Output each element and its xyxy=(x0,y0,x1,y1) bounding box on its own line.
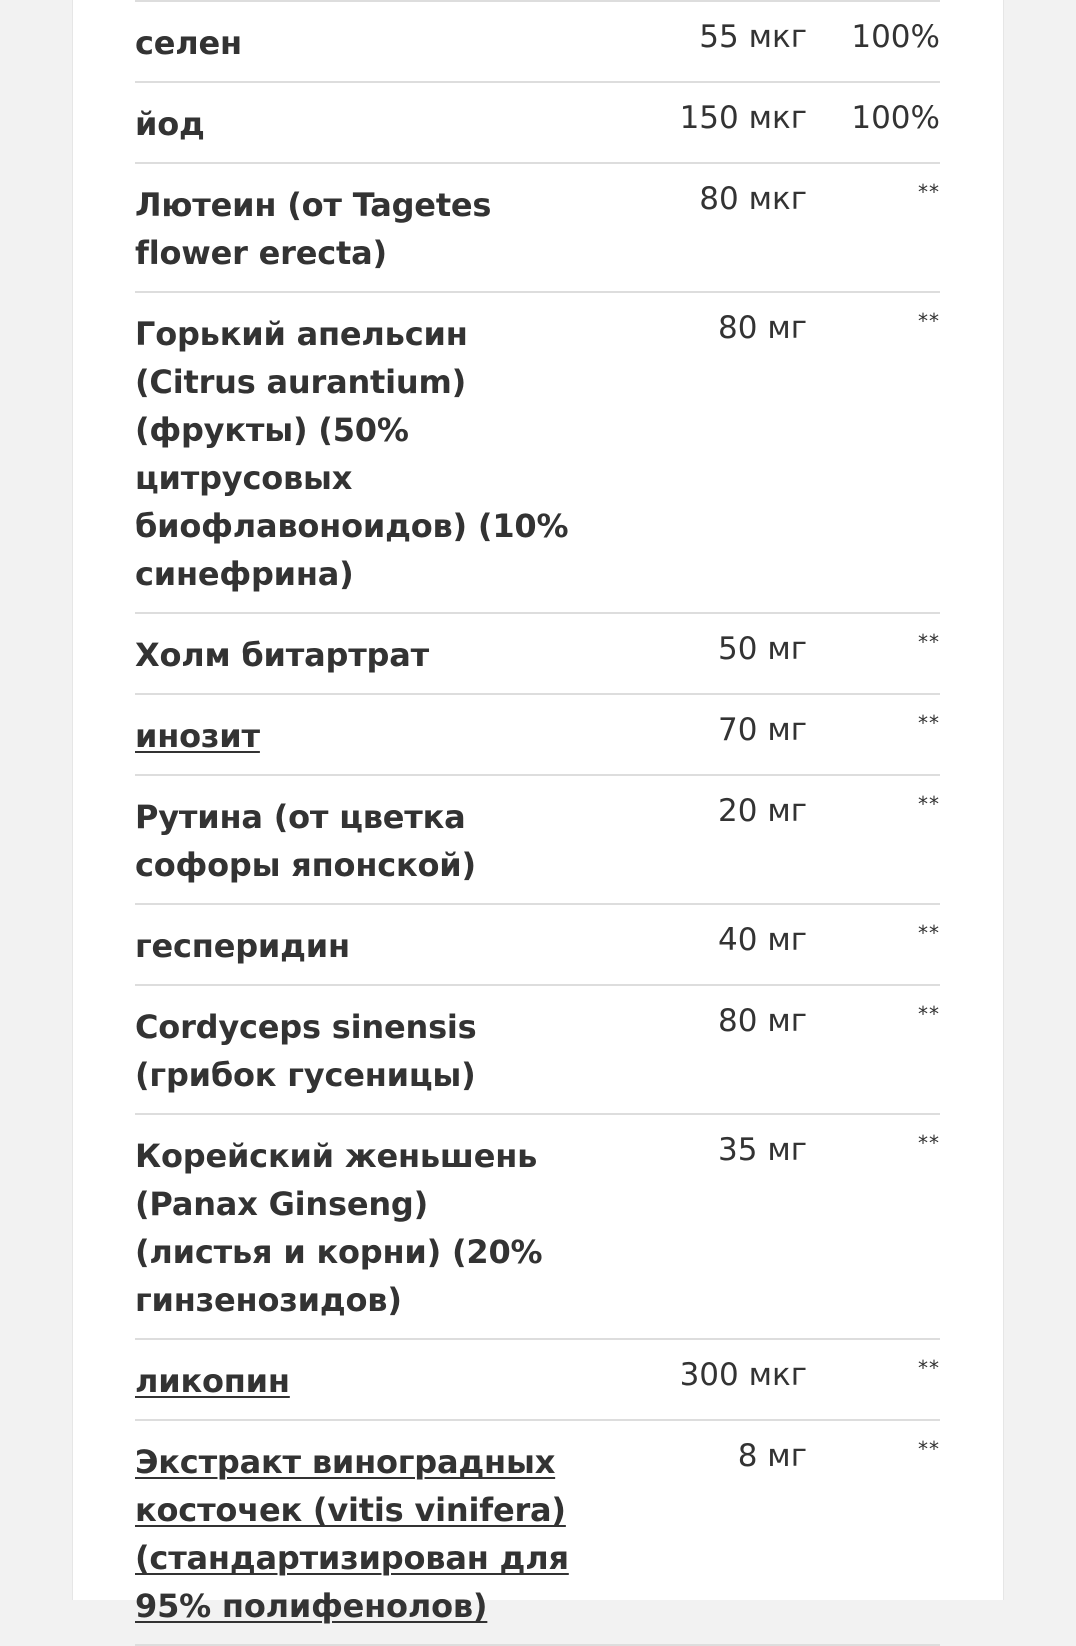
nutrient-rows xyxy=(135,2,940,1646)
nutrient-amount: 80 мг xyxy=(718,1003,807,1039)
daily-value: ** xyxy=(918,309,940,333)
nutrient-row xyxy=(135,83,940,164)
nutrient-name: Лютеин (от Tagetes flower erecta) xyxy=(135,186,492,272)
nutrient-amount: 40 мг xyxy=(718,922,807,958)
nutrient-row xyxy=(135,905,940,986)
daily-value: ** xyxy=(918,792,940,816)
nutrient-name-link[interactable]: инозит xyxy=(135,717,260,755)
nutrient-amount: 20 мг xyxy=(718,793,807,829)
nutrient-name: гесперидин xyxy=(135,927,350,965)
nutrient-name: Корейский женьшень (Panax Ginseng) (листья и корни) (20% гинзенозидов) xyxy=(135,1137,543,1319)
nutrient-row xyxy=(135,164,940,293)
nutrient-row xyxy=(135,293,940,614)
nutrient-name: йод xyxy=(135,105,205,143)
nutrient-name-link[interactable]: ликопин xyxy=(135,1362,290,1400)
nutrient-name: Горький апельсин (Citrus aurantium) (фрукты) (50% цитрусовых биофлавоноидов) (10% синефрина) xyxy=(135,315,569,593)
nutrient-amount: 150 мкг xyxy=(679,100,807,136)
nutrient-name: Рутина (от цветка софоры японской) xyxy=(135,798,476,884)
nutrient-amount: 300 мкг xyxy=(679,1357,807,1393)
daily-value: 100% xyxy=(851,19,940,55)
daily-value: ** xyxy=(918,630,940,654)
nutrient-row xyxy=(135,776,940,905)
daily-value: 100% xyxy=(851,100,940,136)
nutrient-row xyxy=(135,2,940,83)
nutrient-amount: 50 мг xyxy=(718,631,807,667)
nutrient-row xyxy=(135,1115,940,1340)
nutrient-name: селен xyxy=(135,24,242,62)
nutrient-amount: 8 мг xyxy=(737,1438,807,1474)
daily-value: ** xyxy=(918,1356,940,1380)
nutrient-amount: 35 мг xyxy=(718,1132,807,1168)
nutrient-amount: 80 мг xyxy=(718,310,807,346)
nutrient-amount: 70 мг xyxy=(718,712,807,748)
daily-value: ** xyxy=(918,180,940,204)
nutrient-name-link[interactable]: Экстракт виноградных косточек (vitis vinifera) (стандартизирован для 95% полифенолов) xyxy=(135,1443,569,1625)
nutrient-table xyxy=(135,0,940,1646)
nutrient-amount: 55 мкг xyxy=(699,19,807,55)
nutrient-row xyxy=(135,614,940,695)
nutrient-row xyxy=(135,1340,940,1421)
nutrient-row xyxy=(135,986,940,1115)
nutrient-amount: 80 мкг xyxy=(699,181,807,217)
daily-value: ** xyxy=(918,1131,940,1155)
nutrient-name: Холм битартрат xyxy=(135,636,429,674)
daily-value: ** xyxy=(918,711,940,735)
nutrient-row xyxy=(135,695,940,776)
nutrient-name: Cordyceps sinensis (грибок гусеницы) xyxy=(135,1008,477,1094)
supplement-facts-panel xyxy=(72,0,1004,1625)
daily-value: ** xyxy=(918,1002,940,1026)
daily-value: ** xyxy=(918,1437,940,1461)
daily-value: ** xyxy=(918,921,940,945)
nutrient-row xyxy=(135,1421,940,1646)
